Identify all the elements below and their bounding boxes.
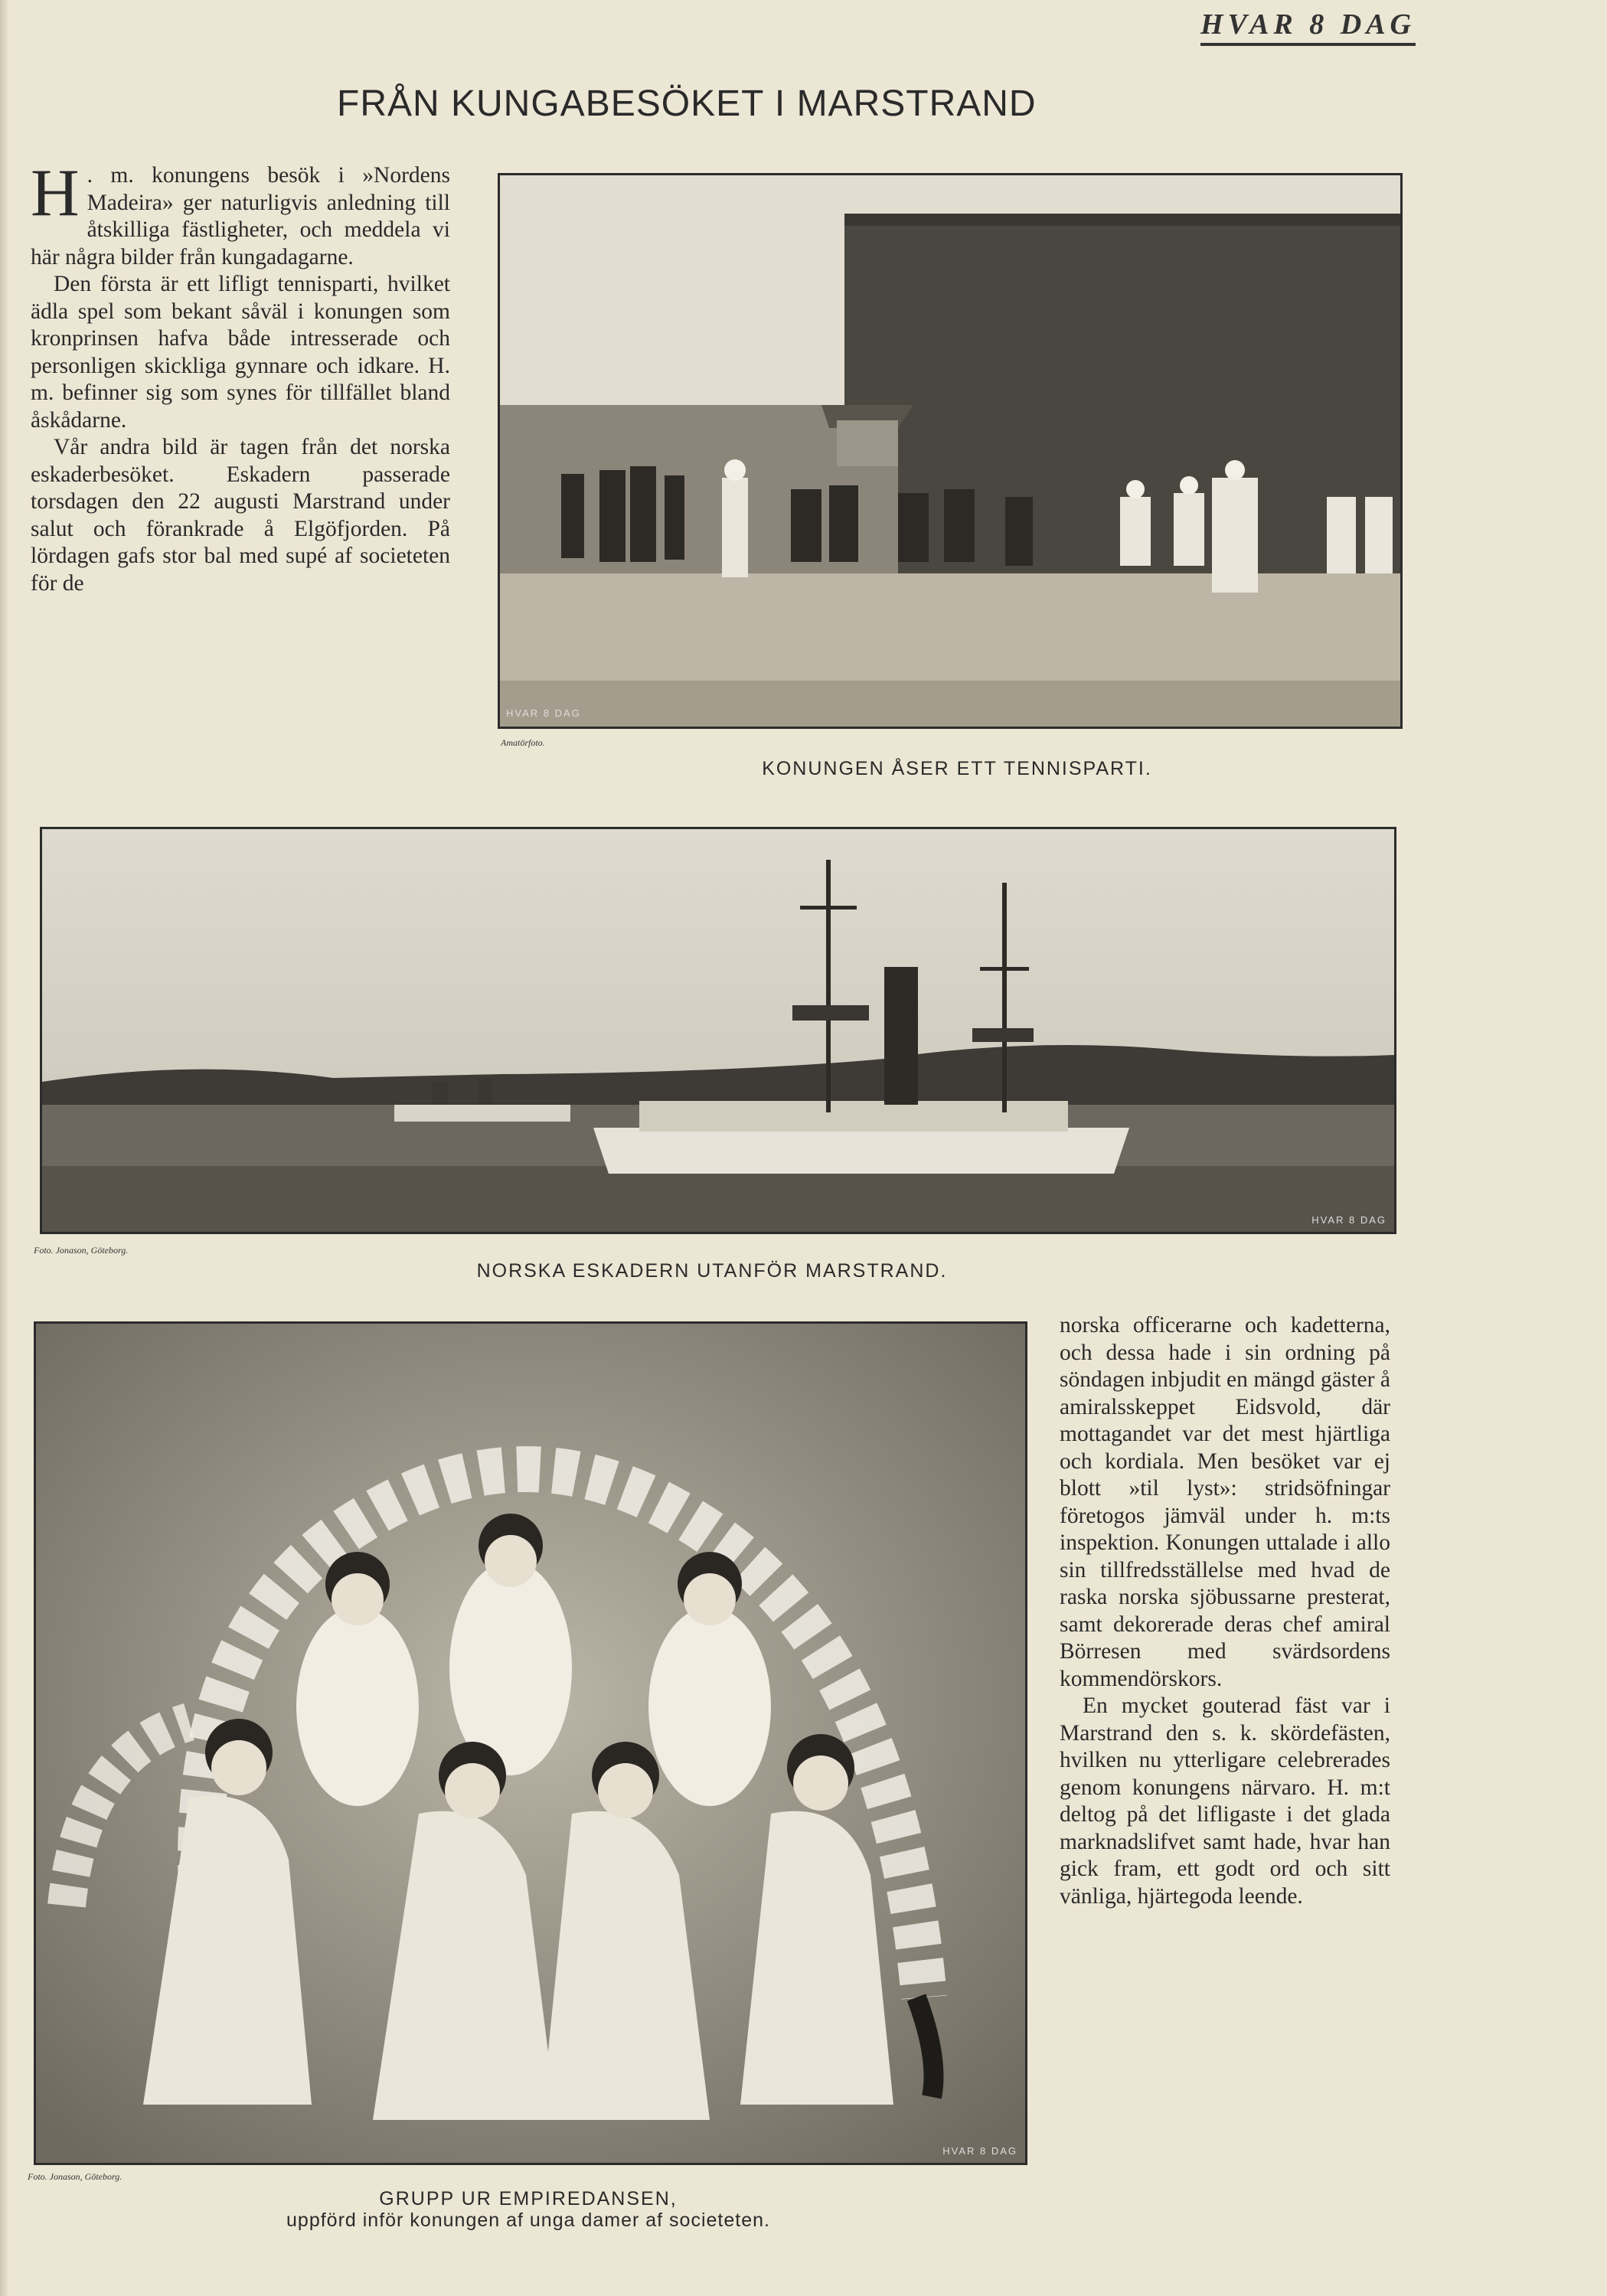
squadron-caption: NORSKA ESKADERN UTANFÖR MARSTRAND. [476,1260,948,1282]
photo-norwegian-squadron [40,827,1396,1234]
paragraph-squadron: Vår andra bild är tagen från det norska eskaderbesöket. Eskadern passerade torsdagen den 22 augusti Marstrand under salut och förankrade å Elgöfjorden. På lördagen gafs stor bal med supé af societeten för de [31,435,450,596]
squadron-photo-credit: Foto. Jonason, Göteborg. [34,1245,129,1256]
squadron-scene [42,829,1394,1232]
tennis-caption: KONUNGEN ÅSER ETT TENNISPARTI. [762,758,1152,779]
article-column-left [31,156,450,597]
intro-text: . m. konungens besök i »Nordens Madeira» ger naturligvis anledning till åtskilliga fästligheter, och meddela vi här några bilder från kungadagarne. [31,163,450,269]
article-title: FRÅN KUNGABESÖKET I MARSTRAND [337,83,1037,124]
masthead: HVAR 8 DAG [1200,8,1416,46]
dance-caption-line2: uppförd inför konungen af unga damer af societeten. [286,2209,770,2231]
article-column-right [1060,1312,1390,1910]
photo-tennis [498,173,1403,729]
empire-dance-scene [36,1324,1025,2163]
paragraph-eidsvold: norska officerarne och kadetterna, och dessa hade i sin ordning på söndagen inbjudit en mängd gäster å amiralsskeppet Eidsvold, där mottagandet var det mest hjärtliga och kordiala. Men besöket var ej blott »til lyst»: stridsöfningar företogos jämväl under h. m:ts inspektion. Konungen uttalade i allo sin tillfredsställelse med hvad de raska norska sjöbussarne presterat, samt dekorerade deras chef amiral Börresen med svärdsordens kommendörskors. [1060,1313,1390,1691]
dance-watermark: HVAR 8 DAG [942,2145,1017,2157]
tennis-watermark: HVAR 8 DAG [506,707,581,719]
squadron-watermark: HVAR 8 DAG [1311,1214,1387,1226]
photo-empire-dance [34,1321,1027,2165]
paragraph-tennis: Den första är ett lifligt tennisparti, hvilket ädla spel som bekant såväl i konungen som kronprinsen hafva både intresserade och personligen skickliga gynnare och idkare. H. m. befinner sig som synes för tillfället bland åskådarne. [31,272,450,433]
dance-photo-credit: Foto. Jonason, Göteborg. [28,2171,122,2182]
dance-caption-line1: GRUPP UR EMPIREDANSEN, [379,2188,678,2209]
paragraph-intro [31,156,450,271]
drop-cap: H [31,156,80,230]
page-edge-shadow [0,0,9,2296]
paragraph-harvest-festival: En mycket gouterad fäst var i Marstrand den s. k. skördefästen, hvilken nu ytterligare celebrerades genom konungens närvaro. H. m:t deltog på det lifligaste i det glada marknadslifvet samt hade, hvar han gick fram, ett godt ord och sitt vänliga, hjärtegoda leende. [1060,1693,1390,1909]
tennis-scene [500,175,1400,727]
tennis-photo-credit: Amatörfoto. [501,737,545,748]
